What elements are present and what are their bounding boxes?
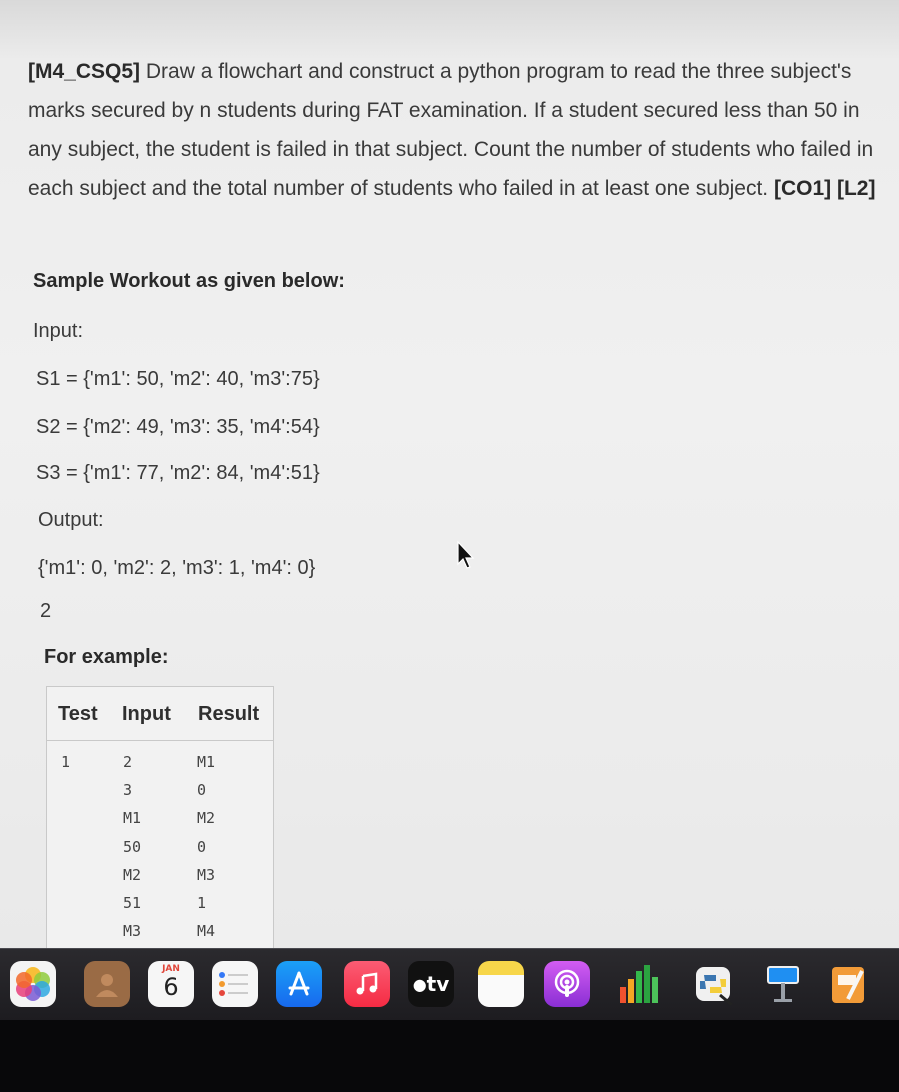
pages-icon[interactable]	[826, 961, 872, 1007]
calendar-icon[interactable]	[148, 961, 194, 1007]
header-input: Input	[122, 703, 171, 725]
test-number: 1	[61, 753, 71, 771]
output-label: Output:	[38, 509, 104, 531]
podcasts-icon[interactable]	[544, 961, 590, 1007]
example-table	[46, 686, 274, 948]
dock	[0, 948, 899, 1021]
input-cell-line: 51	[123, 894, 142, 912]
input-line-2: S2 = {'m2': 49, 'm3': 35, 'm4':54}	[36, 416, 320, 438]
output-line-2: 2	[40, 600, 52, 622]
notes-icon[interactable]	[478, 961, 524, 1007]
question-tag: [M4_CSQ5]	[28, 60, 141, 83]
question-body: Draw a flowchart and construct a python program to read the three subject's marks secured by n students during FAT examination. If a student secured less than 50 in any subject, the student is failed in that subject. Count the number of students who failed in each subject and the total number of students who failed in at least one subject.	[28, 60, 874, 200]
music-icon[interactable]	[344, 961, 390, 1007]
question-text	[28, 52, 890, 208]
sample-heading: Sample Workout as given below:	[33, 270, 345, 292]
reminders-icon[interactable]	[212, 961, 258, 1007]
result-cell-line: 0	[197, 781, 207, 799]
photos-icon[interactable]	[10, 961, 56, 1007]
calendar-day: 6	[163, 973, 179, 1001]
input-cell-line: M2	[123, 866, 142, 884]
header-test: Test	[58, 703, 98, 725]
input-cell-line: 50	[123, 838, 142, 856]
apple-logo-icon: ●	[412, 974, 427, 994]
result-cell-line: M1	[197, 753, 216, 771]
input-line-1: S1 = {'m1': 50, 'm2': 40, 'm3':75}	[36, 368, 320, 390]
keynote-icon[interactable]	[760, 961, 806, 1007]
input-line-3: S3 = {'m1': 77, 'm2': 84, 'm4':51}	[36, 462, 320, 484]
result-cell-line: M3	[197, 866, 216, 884]
mouse-pointer-icon	[456, 540, 476, 570]
input-cell-line: M1	[123, 809, 142, 827]
input-cell-line: M3	[123, 922, 142, 940]
result-cell-line: 1	[197, 894, 207, 912]
python-launcher-icon[interactable]	[690, 961, 736, 1007]
app-store-icon[interactable]	[276, 961, 322, 1007]
apple-tv-label: tv	[426, 972, 450, 996]
numbers-icon[interactable]	[616, 961, 662, 1007]
question-codes: [CO1] [L2]	[773, 177, 876, 200]
header-result: Result	[198, 703, 260, 725]
calendar-month: JAN	[162, 964, 180, 974]
result-cell-line: M4	[197, 922, 216, 940]
example-heading: For example:	[44, 646, 169, 668]
result-cell-line: 0	[197, 838, 207, 856]
screen-bezel	[0, 1020, 899, 1092]
contacts-icon[interactable]	[84, 961, 130, 1007]
result-cell-line: M2	[197, 809, 216, 827]
output-line-1: {'m1': 0, 'm2': 2, 'm3': 1, 'm4': 0}	[38, 557, 316, 579]
input-label: Input:	[33, 320, 84, 342]
input-cell-line: 2	[123, 753, 133, 771]
apple-tv-icon[interactable]	[408, 961, 454, 1007]
input-cell-line: 3	[123, 781, 133, 799]
table-header-row	[47, 687, 273, 741]
